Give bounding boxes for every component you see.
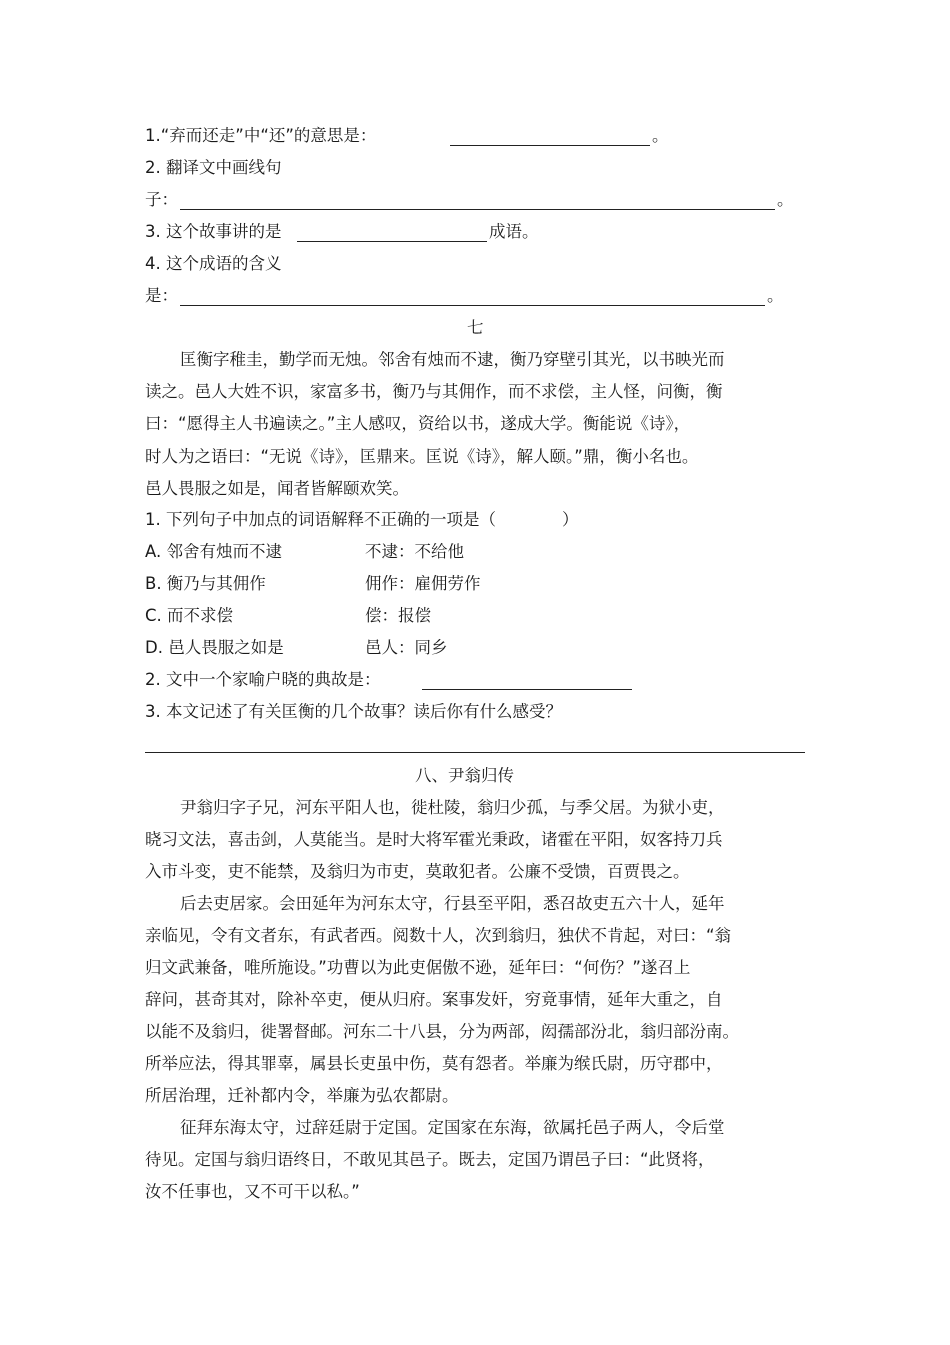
passage-7-line: 曰：“愿得主人书遍读之。”主人感叹，资给以书，遂成大学。衡能说《诗》， bbox=[145, 414, 691, 433]
passage-7-line: 时人为之语曰：“无说《诗》，匡鼎来。匡说《诗》，解人颐。”鼎，衡小名也。 bbox=[145, 447, 699, 466]
passage-8-line: 征拜东海太守，过辞廷尉于定国。定国家在东海，欲属托邑子两人，令后堂 bbox=[180, 1118, 725, 1137]
passage-8-line: 尹翁归字子兄，河东平阳人也，徙杜陵，翁归少孤，与季父居。为狱小吏， bbox=[180, 798, 725, 817]
q1-end: 。 bbox=[652, 126, 669, 145]
q3-answer-blank[interactable] bbox=[297, 241, 487, 242]
option-c-label[interactable]: C. 而不求偿 bbox=[145, 606, 234, 625]
q1-label: 1.“弃而还走”中“还”的意思是： bbox=[145, 126, 377, 145]
option-d-value: 邑人：同乡 bbox=[365, 638, 448, 657]
option-a-label[interactable]: A. 邻舍有烛而不逮 bbox=[145, 542, 282, 561]
passage-8-line: 所举应法，得其罪辜，属县长吏虽中伤，莫有怨者。举廉为缑氏尉，历守郡中， bbox=[145, 1054, 723, 1073]
passage-8-line: 汝不任事也，又不可干以私。” bbox=[145, 1182, 360, 1201]
passage-8-line: 所居治理，迁补都内令，举廉为弘农都尉。 bbox=[145, 1086, 459, 1105]
passage-8-line: 归文武兼备，唯所施设。”功曹以为此吏倨傲不逊，延年曰：“何伤？”遂召上 bbox=[145, 958, 691, 977]
passage-7-line: 匡衡字稚圭，勤学而无烛。邻舍有烛而不逮，衡乃穿壁引其光，以书映光而 bbox=[180, 350, 725, 369]
option-d-label[interactable]: D. 邑人畏服之如是 bbox=[145, 638, 284, 657]
q2-cont: 子： bbox=[145, 190, 178, 209]
passage-8-line: 待见。定国与翁归语终日，不敢见其邑子。既去，定国乃谓邑子曰：“此贤将， bbox=[145, 1150, 715, 1169]
passage-7-line: 邑人畏服之如是，闻者皆解颐欢笑。 bbox=[145, 479, 409, 498]
sec7-q2: 2. 文中一个家喻户晓的典故是： bbox=[145, 670, 381, 689]
q1-answer-blank[interactable] bbox=[450, 145, 650, 146]
option-b-label[interactable]: B. 衡乃与其佣作 bbox=[145, 574, 266, 593]
passage-7-line: 读之。邑人大姓不识，家富多书，衡乃与其佣作，而不求偿，主人怪，问衡，衡 bbox=[145, 382, 723, 401]
section-7-heading: 七 bbox=[467, 318, 484, 337]
passage-8-line: 晓习文法，喜击剑，人莫能当。是时大将军霍光秉政，诸霍在平阳，奴客持刀兵 bbox=[145, 830, 723, 849]
sec7-q3: 3. 本文记述了有关匡衡的几个故事？读后你有什么感受？ bbox=[145, 702, 562, 721]
option-b-value: 佣作：雇佣劳作 bbox=[365, 574, 481, 593]
q2-end: 。 bbox=[777, 190, 794, 209]
section-8-heading: 八、尹翁归传 bbox=[415, 766, 514, 785]
passage-8-line: 辞问，甚奇其对，除补卒吏，便从归府。案事发奸，穷竟事情，延年大重之，自 bbox=[145, 990, 723, 1009]
q2-answer-blank[interactable] bbox=[180, 209, 775, 210]
passage-8-line: 入市斗变，吏不能禁，及翁归为市吏，莫敢犯者。公廉不受馈，百贾畏之。 bbox=[145, 862, 690, 881]
q4-end: 。 bbox=[767, 286, 784, 305]
option-c-value: 偿：报偿 bbox=[365, 606, 431, 625]
sec7-q1: 1. 下列句子中加点的词语解释不正确的一项是（ ） bbox=[145, 510, 579, 529]
passage-8-line: 以能不及翁归，徙署督邮。河东二十八县，分为两部，闳孺部汾北，翁归部汾南。 bbox=[145, 1022, 739, 1041]
q4-label: 4. 这个成语的含义 bbox=[145, 254, 282, 273]
passage-8-line: 亲临见，令有文者东，有武者西。阅数十人，次到翁归，独伏不肯起，对曰：“翁 bbox=[145, 926, 732, 945]
option-a-value: 不逮：不给他 bbox=[365, 542, 464, 561]
sec7-q2-answer-blank[interactable] bbox=[422, 689, 632, 690]
q4-answer-blank[interactable] bbox=[180, 305, 765, 306]
sec7-q3-answer-line[interactable] bbox=[145, 752, 805, 753]
q3-label: 3. 这个故事讲的是 bbox=[145, 222, 282, 241]
q2-label: 2. 翻译文中画线句 bbox=[145, 158, 282, 177]
q4-cont: 是： bbox=[145, 286, 178, 305]
passage-8-line: 后去吏居家。会田延年为河东太守，行县至平阳，悉召故吏五六十人，延年 bbox=[180, 894, 725, 913]
q3-after: 成语。 bbox=[489, 222, 539, 241]
